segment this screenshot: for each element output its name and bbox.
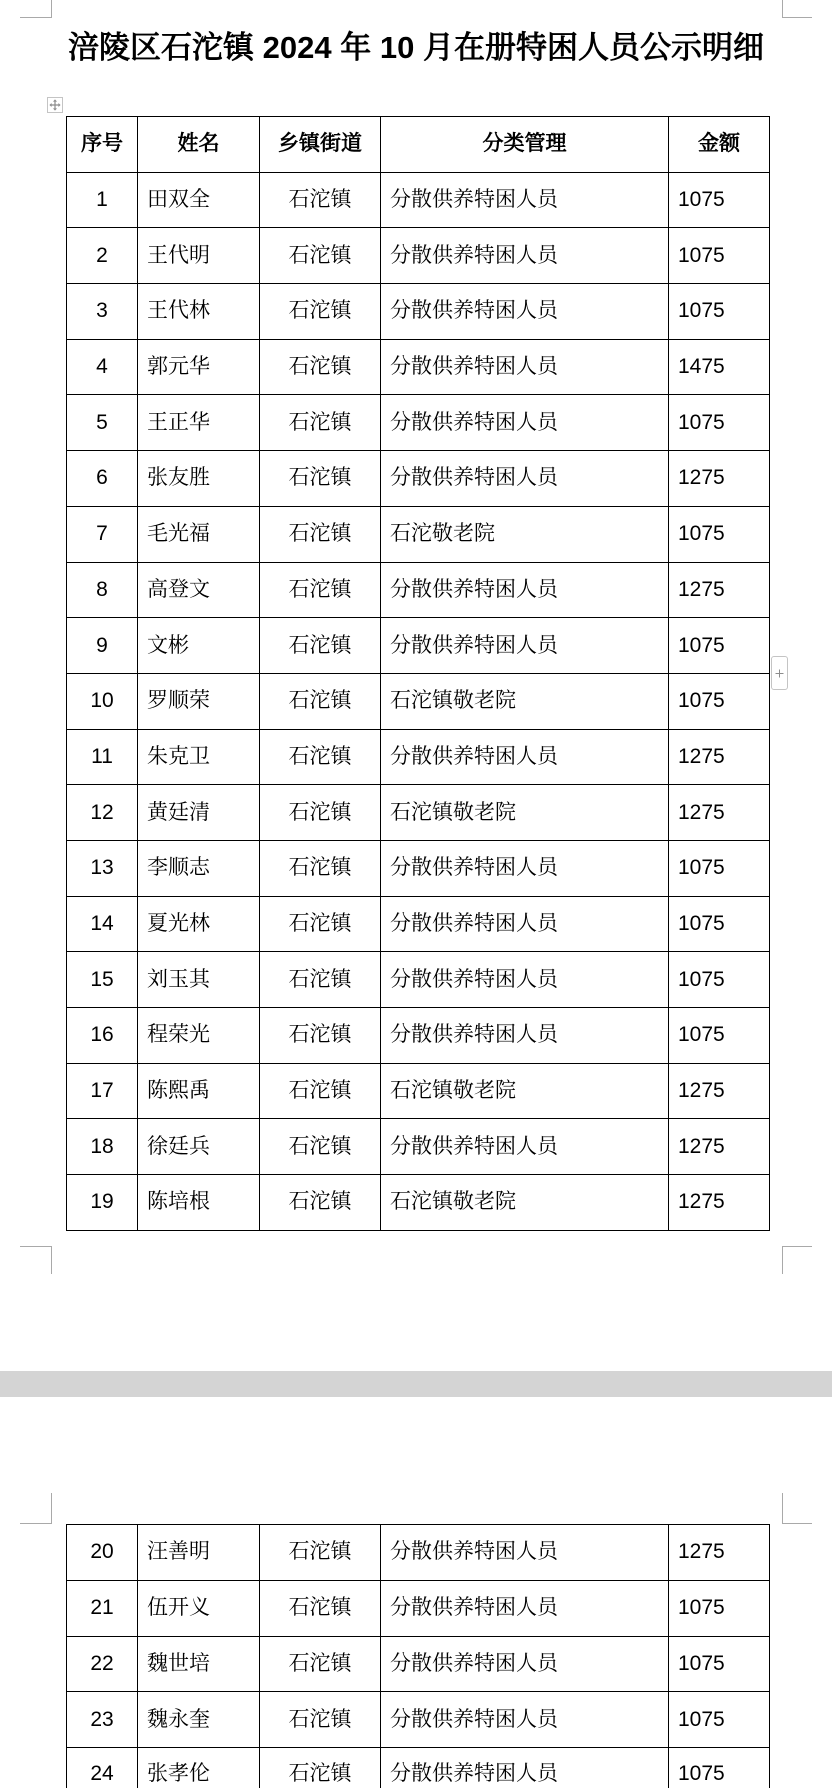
cell-seq[interactable]: 7 — [67, 506, 138, 562]
table-row — [67, 562, 770, 618]
table-row — [67, 1008, 770, 1064]
data-table — [66, 116, 770, 1231]
data-table-continued — [66, 1524, 770, 1788]
cell-town[interactable]: 石沱镇 — [260, 896, 381, 952]
cell-amount[interactable]: 1075 — [669, 395, 770, 451]
cell-town[interactable]: 石沱镇 — [260, 785, 381, 841]
table-row — [67, 172, 770, 228]
header-amount[interactable]: 金额 — [669, 117, 770, 173]
cell-seq[interactable]: 15 — [67, 952, 138, 1008]
cell-category[interactable]: 石沱敬老院 — [381, 506, 669, 562]
cell-name[interactable]: 刘玉其 — [138, 952, 260, 1008]
cell-seq[interactable]: 12 — [67, 785, 138, 841]
cell-category[interactable]: 分散供养特困人员 — [381, 840, 669, 896]
table-row — [67, 506, 770, 562]
cell-town[interactable]: 石沱镇 — [260, 451, 381, 507]
cell-seq[interactable]: 17 — [67, 1063, 138, 1119]
cell-category[interactable]: 石沱镇敬老院 — [381, 1063, 669, 1119]
cell-town[interactable]: 石沱镇 — [260, 1636, 381, 1692]
cell-amount[interactable]: 1275 — [669, 1175, 770, 1231]
cell-name[interactable]: 文彬 — [138, 618, 260, 674]
cell-name[interactable]: 徐廷兵 — [138, 1119, 260, 1175]
cell-category[interactable]: 石沱镇敬老院 — [381, 785, 669, 841]
cell-name[interactable]: 毛光福 — [138, 506, 260, 562]
cell-name[interactable]: 魏世培 — [138, 1636, 260, 1692]
cell-amount[interactable]: 1275 — [669, 729, 770, 785]
cell-amount[interactable]: 1075 — [669, 506, 770, 562]
table-row — [67, 1580, 770, 1636]
table-row — [67, 339, 770, 395]
cell-amount[interactable]: 1075 — [669, 1692, 770, 1748]
cell-seq[interactable]: 4 — [67, 339, 138, 395]
cell-category[interactable]: 分散供养特困人员 — [381, 1525, 669, 1581]
header-name[interactable]: 姓名 — [138, 117, 260, 173]
cell-seq[interactable]: 14 — [67, 896, 138, 952]
cell-name[interactable]: 黄廷清 — [138, 785, 260, 841]
table-header-row — [67, 117, 770, 173]
move-icon — [49, 99, 61, 111]
cell-town[interactable]: 石沱镇 — [260, 506, 381, 562]
cell-category[interactable]: 分散供养特困人员 — [381, 896, 669, 952]
cell-town[interactable]: 石沱镇 — [260, 1175, 381, 1231]
crop-mark-top-right — [782, 0, 812, 18]
cell-amount[interactable]: 1075 — [669, 1636, 770, 1692]
cell-name[interactable]: 李顺志 — [138, 840, 260, 896]
cell-name[interactable]: 陈熙禹 — [138, 1063, 260, 1119]
cell-amount[interactable]: 1275 — [669, 1525, 770, 1581]
cell-seq[interactable]: 16 — [67, 1008, 138, 1064]
cell-category[interactable]: 分散供养特困人员 — [381, 952, 669, 1008]
cell-seq[interactable]: 18 — [67, 1119, 138, 1175]
cell-town[interactable]: 石沱镇 — [260, 729, 381, 785]
cell-seq[interactable]: 22 — [67, 1636, 138, 1692]
crop-mark-bottom-left — [20, 1246, 52, 1274]
cell-category[interactable]: 分散供养特困人员 — [381, 395, 669, 451]
crop-mark-top-right — [782, 1493, 812, 1524]
cell-town[interactable]: 石沱镇 — [260, 618, 381, 674]
cell-amount[interactable]: 1075 — [669, 228, 770, 284]
cell-amount[interactable]: 1275 — [669, 1119, 770, 1175]
cell-seq[interactable]: 19 — [67, 1175, 138, 1231]
cell-seq[interactable]: 2 — [67, 228, 138, 284]
table-row — [67, 673, 770, 729]
table-body-page-1 — [67, 172, 770, 1230]
cell-amount[interactable]: 1075 — [669, 952, 770, 1008]
table-row — [67, 1636, 770, 1692]
add-row-icon — [775, 669, 784, 678]
cell-seq[interactable]: 20 — [67, 1525, 138, 1581]
cell-category[interactable]: 分散供养特困人员 — [381, 451, 669, 507]
cell-name[interactable]: 陈培根 — [138, 1175, 260, 1231]
cell-name[interactable]: 朱克卫 — [138, 729, 260, 785]
cell-town[interactable]: 石沱镇 — [260, 395, 381, 451]
table-row — [67, 840, 770, 896]
cell-amount[interactable]: 1275 — [669, 785, 770, 841]
cell-amount[interactable]: 1075 — [669, 618, 770, 674]
cell-amount[interactable]: 1075 — [669, 673, 770, 729]
table-row — [67, 395, 770, 451]
cell-name[interactable]: 田双全 — [138, 172, 260, 228]
cell-category[interactable]: 分散供养特困人员 — [381, 1119, 669, 1175]
cell-amount[interactable]: 1275 — [669, 562, 770, 618]
cell-amount[interactable]: 1475 — [669, 339, 770, 395]
table-row — [67, 729, 770, 785]
page-title[interactable]: 涪陵区石沱镇 2024 年 10 月在册特困人员公示明细 — [68, 30, 764, 65]
cell-town[interactable]: 石沱镇 — [260, 1692, 381, 1748]
cell-category[interactable]: 分散供养特困人员 — [381, 729, 669, 785]
cell-category[interactable]: 石沱镇敬老院 — [381, 1175, 669, 1231]
table-row — [67, 228, 770, 284]
cell-name[interactable]: 罗顺荣 — [138, 673, 260, 729]
cell-town[interactable]: 石沱镇 — [260, 284, 381, 340]
cell-seq[interactable]: 3 — [67, 284, 138, 340]
cell-name[interactable]: 夏光林 — [138, 896, 260, 952]
table-row — [67, 1692, 770, 1748]
cell-amount[interactable]: 1075 — [669, 840, 770, 896]
cell-category[interactable]: 分散供养特困人员 — [381, 1748, 669, 1788]
cell-category[interactable]: 分散供养特困人员 — [381, 618, 669, 674]
cell-town[interactable]: 石沱镇 — [260, 1008, 381, 1064]
cell-name[interactable]: 程荣光 — [138, 1008, 260, 1064]
crop-mark-bottom-right — [782, 1246, 812, 1274]
table-row — [67, 1175, 770, 1231]
cell-category[interactable]: 分散供养特困人员 — [381, 228, 669, 284]
cell-category[interactable]: 分散供养特困人员 — [381, 284, 669, 340]
cell-seq[interactable]: 1 — [67, 172, 138, 228]
cell-seq[interactable]: 24 — [67, 1748, 138, 1788]
cell-amount[interactable]: 1075 — [669, 284, 770, 340]
cell-seq[interactable]: 23 — [67, 1692, 138, 1748]
cell-category[interactable]: 分散供养特困人员 — [381, 1692, 669, 1748]
cell-name[interactable]: 王正华 — [138, 395, 260, 451]
table-row — [67, 618, 770, 674]
cell-town[interactable]: 石沱镇 — [260, 228, 381, 284]
header-seq[interactable]: 序号 — [67, 117, 138, 173]
table-row — [67, 896, 770, 952]
table-body-page-2 — [67, 1525, 770, 1788]
cell-category[interactable]: 分散供养特困人员 — [381, 1580, 669, 1636]
cell-amount[interactable]: 1075 — [669, 896, 770, 952]
page-2 — [0, 1397, 832, 1788]
cell-seq[interactable]: 9 — [67, 618, 138, 674]
cell-town[interactable]: 石沱镇 — [260, 172, 381, 228]
cell-category[interactable]: 石沱镇敬老院 — [381, 673, 669, 729]
table-row — [67, 284, 770, 340]
cell-town[interactable]: 石沱镇 — [260, 952, 381, 1008]
table-row — [67, 952, 770, 1008]
cell-category[interactable]: 分散供养特困人员 — [381, 172, 669, 228]
table-move-handle[interactable] — [47, 97, 63, 113]
cell-category[interactable]: 分散供养特困人员 — [381, 1008, 669, 1064]
cell-town[interactable]: 石沱镇 — [260, 339, 381, 395]
cell-seq[interactable]: 8 — [67, 562, 138, 618]
cell-seq[interactable]: 11 — [67, 729, 138, 785]
cell-name[interactable]: 高登文 — [138, 562, 260, 618]
cell-town[interactable]: 石沱镇 — [260, 1525, 381, 1581]
header-town[interactable]: 乡镇街道 — [260, 117, 381, 173]
table-row — [67, 1748, 770, 1788]
cell-name[interactable]: 魏永奎 — [138, 1692, 260, 1748]
cell-name[interactable]: 伍开义 — [138, 1580, 260, 1636]
crop-mark-top-left — [20, 0, 52, 18]
cell-amount[interactable]: 1275 — [669, 451, 770, 507]
cell-name[interactable]: 郭元华 — [138, 339, 260, 395]
cell-seq[interactable]: 21 — [67, 1580, 138, 1636]
table-row — [67, 1063, 770, 1119]
cell-amount[interactable]: 1075 — [669, 172, 770, 228]
cell-town[interactable]: 石沱镇 — [260, 1119, 381, 1175]
cell-name[interactable]: 汪善明 — [138, 1525, 260, 1581]
table-row — [67, 451, 770, 507]
table-row — [67, 785, 770, 841]
cell-seq[interactable]: 10 — [67, 673, 138, 729]
header-category[interactable]: 分类管理 — [381, 117, 669, 173]
cell-amount[interactable]: 1075 — [669, 1748, 770, 1788]
cell-town[interactable]: 石沱镇 — [260, 1063, 381, 1119]
crop-mark-top-left — [20, 1493, 52, 1524]
cell-seq[interactable]: 13 — [67, 840, 138, 896]
insert-row-button[interactable] — [771, 656, 788, 690]
table-row — [67, 1525, 770, 1581]
cell-amount[interactable]: 1075 — [669, 1580, 770, 1636]
cell-category[interactable]: 分散供养特困人员 — [381, 1636, 669, 1692]
cell-town[interactable]: 石沱镇 — [260, 840, 381, 896]
cell-category[interactable]: 分散供养特困人员 — [381, 339, 669, 395]
cell-seq[interactable]: 5 — [67, 395, 138, 451]
cell-name[interactable]: 王代明 — [138, 228, 260, 284]
cell-name[interactable]: 王代林 — [138, 284, 260, 340]
cell-town[interactable]: 石沱镇 — [260, 562, 381, 618]
cell-category[interactable]: 分散供养特困人员 — [381, 562, 669, 618]
table-row — [67, 1119, 770, 1175]
page-separator — [0, 1371, 832, 1397]
cell-seq[interactable]: 6 — [67, 451, 138, 507]
cell-name[interactable]: 张友胜 — [138, 451, 260, 507]
cell-town[interactable]: 石沱镇 — [260, 1748, 381, 1788]
cell-name[interactable]: 张孝伦 — [138, 1748, 260, 1788]
cell-town[interactable]: 石沱镇 — [260, 1580, 381, 1636]
cell-town[interactable]: 石沱镇 — [260, 673, 381, 729]
cell-amount[interactable]: 1075 — [669, 1008, 770, 1064]
cell-amount[interactable]: 1275 — [669, 1063, 770, 1119]
